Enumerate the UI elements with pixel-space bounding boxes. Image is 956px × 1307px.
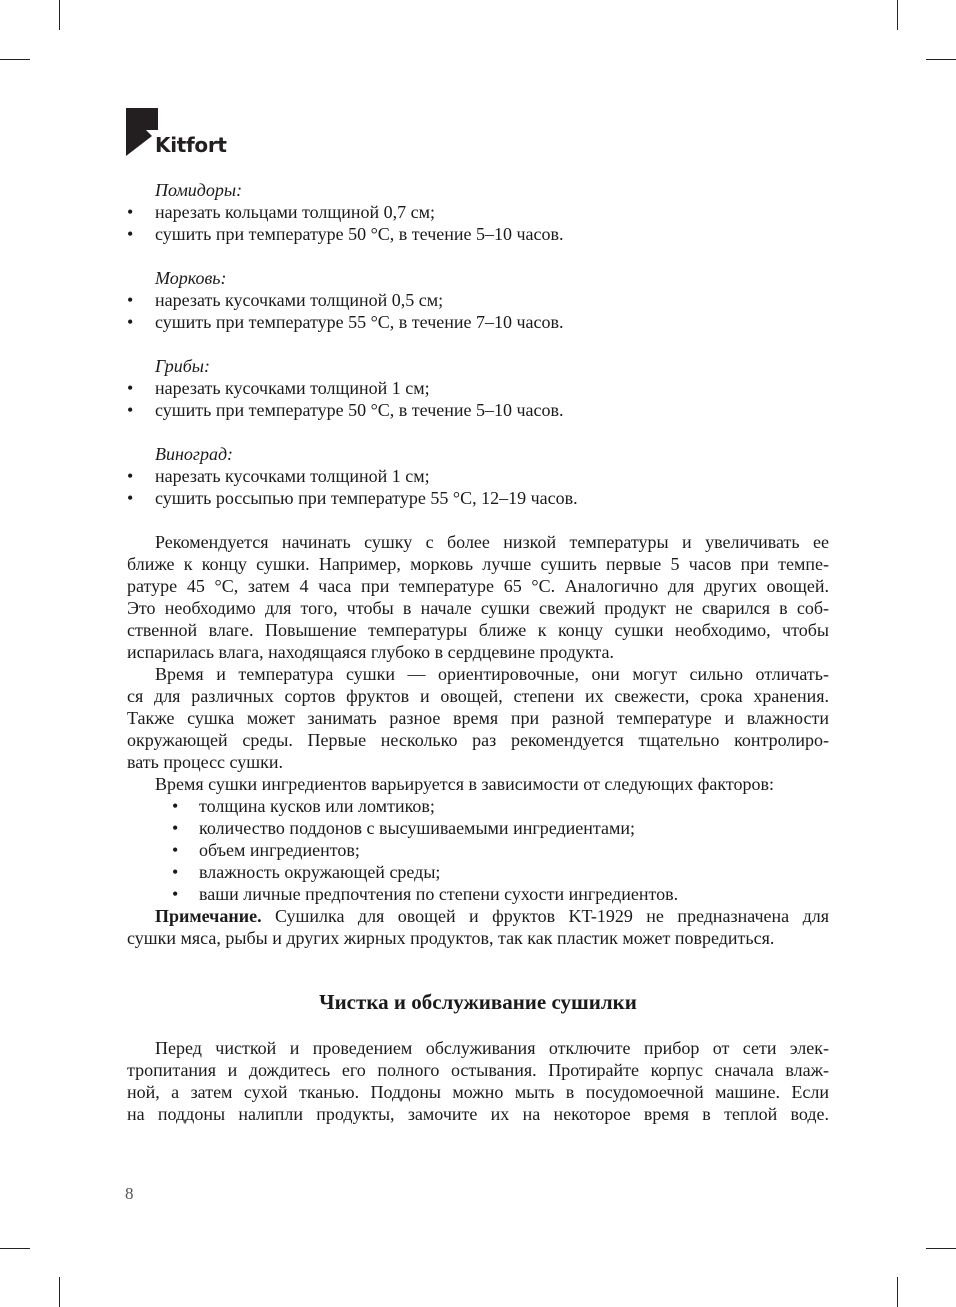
paragraph-line: испарилась влага, находящаяся глубоко в сердцевине продукта. bbox=[127, 642, 614, 662]
crop-mark bbox=[897, 1277, 898, 1307]
paragraph-line: на поддоны налипли продукты, замочите их на некоторое время в теплой воде. bbox=[127, 1104, 829, 1124]
crop-mark bbox=[0, 1248, 30, 1249]
crop-mark bbox=[0, 59, 30, 60]
crop-mark bbox=[926, 1248, 956, 1249]
recipe-3 bbox=[127, 443, 829, 509]
list-item bbox=[127, 817, 829, 839]
recipe-1 bbox=[127, 267, 829, 333]
list-item bbox=[127, 201, 829, 223]
recipe-title: Помидоры: bbox=[155, 180, 243, 200]
list-item-text: ваши личные предпочтения по степени сухости ингредиентов. bbox=[199, 884, 679, 904]
list-item-text: нарезать кусочками толщиной 0,5 см; bbox=[155, 290, 444, 310]
note-line bbox=[127, 905, 829, 927]
bullet-icon: • bbox=[172, 818, 179, 838]
list-item bbox=[127, 883, 829, 905]
bullet-icon: • bbox=[172, 884, 179, 904]
bullet-icon: • bbox=[172, 840, 179, 860]
crop-mark bbox=[897, 0, 898, 30]
bullet-icon: • bbox=[127, 488, 134, 508]
list-item bbox=[127, 377, 829, 399]
paragraph-line: тропитания и дождитесь его полного остывания. Протирайте корпус сначала влаж- bbox=[127, 1060, 829, 1080]
paragraph-line: Рекомендуется начинать сушку с более низкой температуры и увеличивать ее bbox=[155, 532, 829, 552]
note-label: Примечание. bbox=[155, 906, 262, 926]
crop-mark bbox=[59, 0, 60, 30]
factors-intro: Время сушки ингредиентов варьируется в зависимости от следующих факторов: bbox=[155, 774, 774, 794]
recipe-title: Виноград: bbox=[155, 444, 234, 464]
recipe-0 bbox=[127, 179, 829, 245]
list-item-text: сушить при температуре 55 °С, в течение 7–10 часов. bbox=[155, 312, 564, 332]
list-item-text: количество поддонов с высушиваемыми ингредиентами; bbox=[199, 818, 635, 838]
paragraph-line: Это необходимо для того, чтобы в начале сушки свежий продукт не сварился в соб- bbox=[127, 598, 829, 618]
paragraph-line: ближе к концу сушки. Например, морковь лучше сушить первые 5 часов при темпе- bbox=[127, 554, 829, 574]
paragraph-line: ственной влаге. Повышение температуры ближе к концу сушки необходимо, чтобы bbox=[127, 620, 829, 640]
bullet-icon: • bbox=[127, 202, 134, 222]
bullet-icon: • bbox=[127, 224, 134, 244]
note-text: Сушилка для овощей и фруктов KT-1929 не предназначена для bbox=[275, 906, 829, 926]
recipe-2 bbox=[127, 355, 829, 421]
list-item-text: сушить россыпью при температуре 55 °С, 12–19 часов. bbox=[155, 488, 578, 508]
bullet-icon: • bbox=[127, 400, 134, 420]
list-item bbox=[127, 795, 829, 817]
paragraph-line: Также сушка может занимать разное время при разной температуре и влажности bbox=[127, 708, 829, 728]
recipe-title: Морковь: bbox=[155, 268, 227, 288]
paragraph-line: Перед чисткой и проведением обслуживания отключите прибор от сети элек- bbox=[155, 1038, 829, 1058]
note-line: сушки мяса, рыбы и других жирных продуктов, так как пластик может повредиться. bbox=[127, 928, 775, 948]
list-item-text: влажность окружающей среды; bbox=[199, 862, 441, 882]
page-number: 8 bbox=[125, 1184, 134, 1203]
crop-mark bbox=[926, 59, 956, 60]
list-item-text: сушить при температуре 50 °С, в течение 5–10 часов. bbox=[155, 224, 564, 244]
bullet-icon: • bbox=[127, 466, 134, 486]
brand-logo-text: Kitfort bbox=[155, 133, 227, 157]
list-item-text: объем ингредиентов; bbox=[199, 840, 360, 860]
section-heading: Чистка и обслуживание сушилки bbox=[319, 990, 637, 1014]
body-text bbox=[127, 531, 829, 949]
bullet-icon: • bbox=[127, 290, 134, 310]
list-item bbox=[127, 289, 829, 311]
list-item bbox=[127, 399, 829, 421]
list-item-text: нарезать кольцами толщиной 0,7 см; bbox=[155, 202, 435, 222]
list-item-text: толщина кусков или ломтиков; bbox=[199, 796, 435, 816]
list-item bbox=[127, 465, 829, 487]
bullet-icon: • bbox=[172, 796, 179, 816]
paragraph-line: ся для различных сортов фруктов и овощей, степени их свежести, срока хранения. bbox=[127, 686, 829, 706]
bullet-icon: • bbox=[172, 862, 179, 882]
cleaning-text bbox=[127, 1037, 829, 1125]
paragraph-line: вать процесс сушки. bbox=[127, 752, 284, 772]
paragraph-line: окружающей среды. Первые несколько раз рекомендуется тщательно контролиро- bbox=[127, 730, 829, 750]
recipe-title: Грибы: bbox=[155, 356, 210, 376]
crop-mark bbox=[59, 1277, 60, 1307]
list-item-text: нарезать кусочками толщиной 1 см; bbox=[155, 378, 430, 398]
bullet-icon: • bbox=[127, 378, 134, 398]
paragraph-line: ной, а затем сухой тканью. Поддоны можно мыть в посудомоечной машине. Если bbox=[127, 1082, 829, 1102]
list-item bbox=[127, 487, 829, 509]
list-item bbox=[127, 839, 829, 861]
list-item bbox=[127, 311, 829, 333]
list-item bbox=[127, 861, 829, 883]
list-item-text: сушить при температуре 50 °С, в течение 5–10 часов. bbox=[155, 400, 564, 420]
list-item-text: нарезать кусочками толщиной 1 см; bbox=[155, 466, 430, 486]
paragraph-line: ратуре 45 °С, затем 4 часа при температуре 65 °С. Аналогично для других овощей. bbox=[127, 576, 829, 596]
list-item bbox=[127, 223, 829, 245]
bullet-icon: • bbox=[127, 312, 134, 332]
paragraph-line: Время и температура сушки — ориентировочные, они могут сильно отличать- bbox=[155, 664, 829, 684]
